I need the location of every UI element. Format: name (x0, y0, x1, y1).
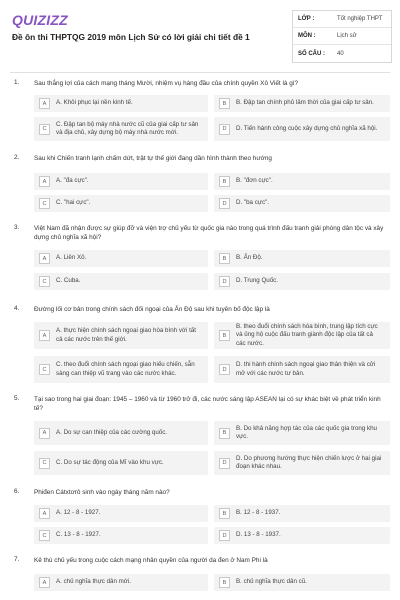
question-text: Tại sao trong hai giai đoạn: 1945 – 1960 và từ 1960 trở đi, các nước sáng lập ASEAN lại có sự khác biệt về phát triển kinh tế? (34, 396, 381, 413)
question-text: Sau khi Chiến tranh lạnh chấm dứt, trật tự thế giới đang dần hình thành theo hướng (34, 155, 272, 162)
option-a[interactable] (34, 173, 208, 190)
option-a[interactable] (34, 250, 208, 267)
option-letter: B (219, 508, 230, 519)
option-b[interactable] (214, 421, 390, 445)
header-divider (10, 72, 390, 73)
option-b[interactable] (214, 250, 390, 267)
question-number: 5. (14, 395, 20, 402)
option-d[interactable] (214, 117, 390, 141)
option-a[interactable] (34, 322, 208, 349)
option-letter: C (39, 530, 50, 541)
question-text: Đường lối cơ bản trong chính sách đối ngoại của Ấn Độ sau khi tuyên bố độc lập là (34, 306, 270, 313)
option-text: A. 12 - 8 - 1927. (56, 509, 101, 517)
option-a[interactable] (34, 421, 208, 445)
question-text: Việt Nam đã nhận được sự giúp đỡ và viện trợ chủ yếu từ quốc gia nào trong quá trình đấu tranh giải phóng dân tộc và xây dựng chủ nghĩa xã hội? (34, 225, 384, 242)
option-text: C. Do sự tác động của Mĩ vào khu vực. (56, 458, 164, 466)
option-b[interactable] (214, 173, 390, 190)
option-text: D. "ba cực". (236, 199, 269, 207)
option-text: B. Do khả năng hợp tác của các quốc gia trong khu vực. (236, 424, 377, 440)
option-text: A. "đa cực". (56, 177, 89, 185)
option-d[interactable] (214, 273, 390, 290)
question-text: Kẻ thù chủ yếu trong cuộc cách mạng nhân quyền của người da đen ở Nam Phi là (34, 557, 268, 564)
option-letter: B (219, 428, 230, 439)
option-text: C. 13 - 8 - 1927. (56, 531, 101, 539)
option-text: A. chủ nghĩa thực dân mới. (56, 578, 131, 586)
option-letter: D (219, 276, 230, 287)
info-value: Lịch sử (337, 33, 357, 39)
option-b[interactable] (214, 505, 390, 522)
option-c[interactable] (34, 273, 208, 290)
option-b[interactable] (214, 322, 390, 349)
info-row-class (293, 11, 391, 28)
option-letter: B (219, 253, 230, 264)
option-letter: C (39, 458, 50, 469)
option-d[interactable] (214, 451, 390, 475)
question-number: 1. (14, 79, 20, 86)
option-a[interactable] (34, 95, 208, 112)
option-text: C. "hai cực". (56, 199, 91, 207)
option-letter: A (39, 330, 50, 341)
option-text: C. Cuba. (56, 277, 81, 285)
option-letter: C (39, 364, 50, 375)
option-a[interactable] (34, 505, 208, 522)
option-text: B. theo đuổi chính sách hòa bình, trung lập tích cực và ủng hộ cuộc đấu tranh giành độc lập của tất cả các nước. (236, 322, 378, 347)
option-c[interactable] (34, 195, 208, 212)
option-text: C. Đập tan bộ máy nhà nước cũ của giai cấp tư sản và địa chủ, xây dựng bộ máy nhà nước mới. (56, 120, 199, 136)
option-a[interactable] (34, 574, 208, 591)
info-row-count (293, 45, 391, 62)
option-text: B. Ấn Độ. (236, 254, 263, 262)
option-text: B. chủ nghĩa thực dân cũ. (236, 578, 307, 586)
option-letter: D (219, 124, 230, 135)
question-number: 6. (14, 488, 20, 495)
option-text: A. Liên Xô. (56, 254, 87, 262)
option-text: A. thực hiện chính sách ngoại giao hòa bình với tất cả các nước trên thế giới. (56, 327, 196, 343)
option-d[interactable] (214, 527, 390, 544)
option-text: D. thi hành chính sách ngoại giao thân thiện và cởi mở với các nước tư bản. (236, 361, 376, 377)
option-letter: A (39, 428, 50, 439)
option-c[interactable] (34, 356, 208, 383)
option-letter: B (219, 98, 230, 109)
option-letter: B (219, 176, 230, 187)
option-d[interactable] (214, 356, 390, 383)
option-c[interactable] (34, 451, 208, 475)
option-letter: D (219, 530, 230, 541)
option-b[interactable] (214, 95, 390, 112)
option-text: D. Tiến hành công cuộc xây dựng chủ nghĩa xã hội. (236, 124, 378, 132)
option-text: D. 13 - 8 - 1937. (236, 531, 281, 539)
option-letter: D (219, 458, 230, 469)
question-text: Sau thắng lợi của cách mạng tháng Mười, nhiệm vụ hàng đầu của chính quyền Xô Viết là gì? (34, 80, 299, 87)
option-letter: C (39, 198, 50, 209)
option-letter: B (219, 330, 230, 341)
option-letter: A (39, 176, 50, 187)
info-label: MÔN : (298, 33, 316, 39)
option-d[interactable] (214, 195, 390, 212)
option-letter: C (39, 124, 50, 135)
info-row-subject (293, 28, 391, 45)
option-letter: A (39, 508, 50, 519)
info-label: SỐ CÂU : (298, 50, 325, 57)
info-value: Tốt nghiệp THPT (337, 16, 383, 22)
option-text: A. Khôi phục lại nền kinh tế. (56, 99, 133, 107)
option-letter: A (39, 253, 50, 264)
info-value: 40 (337, 50, 344, 57)
option-c[interactable] (34, 117, 208, 141)
option-text: C. theo đuổi chính sách ngoại giao hiếu chiến, sẵn sàng can thiệp vũ trang vào các nước khác. (56, 361, 195, 377)
option-letter: B (219, 577, 230, 588)
option-letter: A (39, 98, 50, 109)
option-text: B. "đơn cực". (236, 177, 273, 185)
info-box (292, 10, 392, 63)
question-number: 7. (14, 556, 20, 563)
question-number: 4. (14, 305, 20, 312)
info-label: LỚP : (298, 16, 315, 22)
document-header (0, 0, 400, 68)
option-b[interactable] (214, 574, 390, 591)
option-text: B. 12 - 8 - 1937. (236, 509, 281, 517)
option-letter: D (219, 198, 230, 209)
question-text: Phiđen Cátxtơrô sinh vào ngày tháng năm nào? (34, 489, 170, 496)
option-c[interactable] (34, 527, 208, 544)
option-text: D. Do phương hướng thực hiện chiến lược ở hai giai đoạn khác nhau. (236, 454, 382, 470)
quizizz-logo: QUIZIZZ (12, 12, 68, 28)
document-title: Đề ôn thi THPTQG 2019 môn Lịch Sử có lời giải chi tiết đề 1 (12, 32, 250, 42)
question-number: 2. (14, 154, 20, 161)
option-letter: C (39, 276, 50, 287)
option-text: D. Trung Quốc. (236, 277, 278, 285)
option-letter: A (39, 577, 50, 588)
question-number: 3. (14, 224, 20, 231)
option-text: B. Đập tan chính phủ lâm thời của giai cấp tư sản. (236, 99, 374, 107)
option-letter: D (219, 364, 230, 375)
option-text: A. Do sự can thiệp của các cường quốc. (56, 428, 168, 436)
